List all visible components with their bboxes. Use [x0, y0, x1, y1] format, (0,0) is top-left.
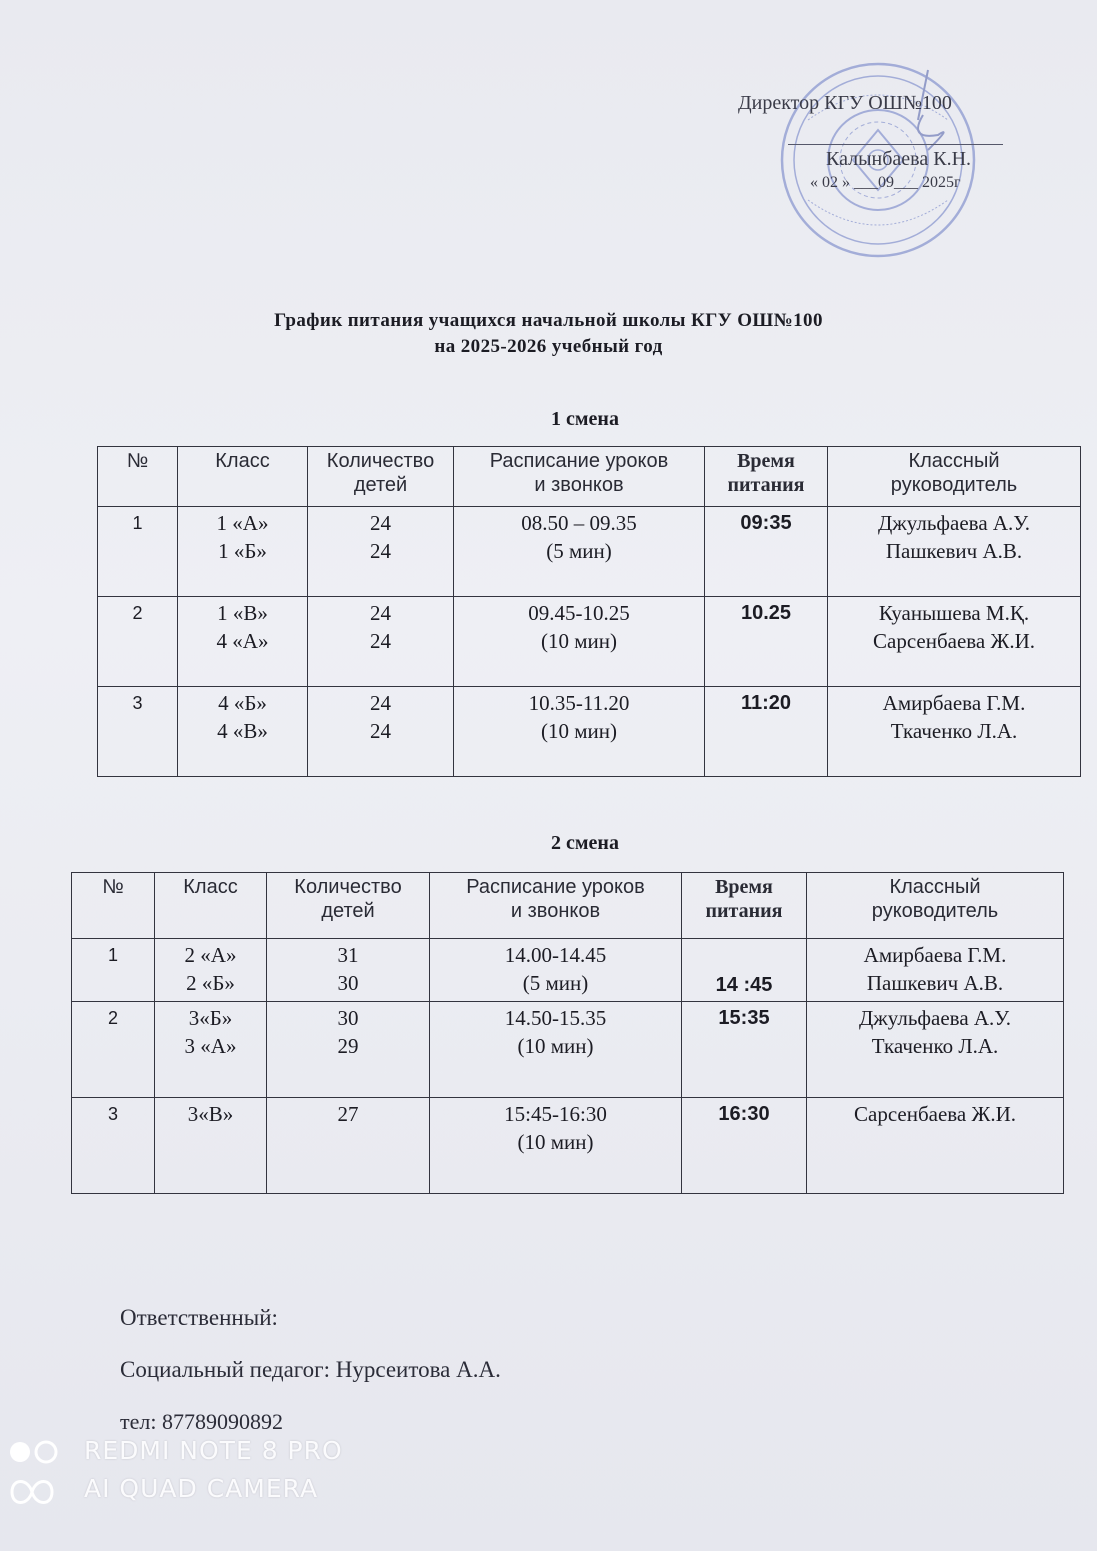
row-classes: 2 «А» 2 «Б» [155, 939, 267, 1002]
director-position: Директор КГУ ОШ№100 [738, 92, 952, 114]
row-counts: 24 24 [308, 507, 454, 597]
row-meal-time: 14 :45 [682, 939, 807, 1002]
row-meal-time: 09:35 [705, 507, 828, 597]
table-row [98, 687, 1081, 777]
row-counts: 24 24 [308, 597, 454, 687]
row-meal-time: 11:20 [705, 687, 828, 777]
shift-2-heading: 2 смена [551, 832, 619, 854]
row-schedule: 14.50-15.35 (10 мин) [430, 1002, 682, 1098]
row-counts: 24 24 [308, 687, 454, 777]
row-counts: 30 29 [267, 1002, 430, 1098]
row-number: 1 [72, 939, 155, 1002]
header-count: Количество детей [267, 873, 430, 939]
row-meal-time: 15:35 [682, 1002, 807, 1098]
header-teacher: Классный руководитель [828, 447, 1081, 507]
table-row [72, 1098, 1064, 1194]
header-meal-time: Время питания [705, 447, 828, 507]
row-teachers: Сарсенбаева Ж.И. [807, 1098, 1064, 1194]
header-number: № [98, 447, 178, 507]
row-schedule: 08.50 – 09.35 (5 мин) [454, 507, 705, 597]
row-schedule: 09.45-10.25 (10 мин) [454, 597, 705, 687]
table-row [98, 507, 1081, 597]
camera-lens-icon [8, 1438, 78, 1512]
shift-1-table [97, 446, 1081, 777]
document-title: График питания учащихся начальной школы КГУ ОШ№100 [274, 310, 823, 331]
header-meal-time: Время питания [682, 873, 807, 939]
row-schedule: 14.00-14.45 (5 мин) [430, 939, 682, 1002]
header-class: Класс [178, 447, 308, 507]
responsible-label: Ответственный: [120, 1305, 278, 1330]
document-subtitle: на 2025-2026 учебный год [434, 336, 663, 357]
table-header-row [72, 873, 1064, 939]
shift-1-heading: 1 смена [551, 408, 619, 430]
row-classes: 4 «Б» 4 «В» [178, 687, 308, 777]
header-number: № [72, 873, 155, 939]
watermark-device: REDMI NOTE 8 PRO [84, 1436, 343, 1465]
row-teachers: Джульфаева А.У. Пашкевич А.В. [828, 507, 1081, 597]
header-schedule: Расписание уроков и звонков [454, 447, 705, 507]
signature-line [788, 144, 1003, 145]
row-classes: 3«Б» 3 «А» [155, 1002, 267, 1098]
header-teacher: Классный руководитель [807, 873, 1064, 939]
row-classes: 1 «А» 1 «Б» [178, 507, 308, 597]
row-counts: 31 30 [267, 939, 430, 1002]
phone-number: тел: 87789090892 [120, 1409, 283, 1434]
shift-2-table [71, 872, 1064, 1194]
row-schedule: 10.35-11.20 (10 мин) [454, 687, 705, 777]
row-number: 2 [98, 597, 178, 687]
header-class: Класс [155, 873, 267, 939]
row-number: 1 [98, 507, 178, 597]
row-teachers: Амирбаева Г.М. Пашкевич А.В. [807, 939, 1064, 1002]
row-counts: 27 [267, 1098, 430, 1194]
row-teachers: Джульфаева А.У. Ткаченко Л.А. [807, 1002, 1064, 1098]
header-count: Количество детей [308, 447, 454, 507]
watermark-camera: AI QUAD CAMERA [84, 1474, 319, 1503]
row-classes: 3«В» [155, 1098, 267, 1194]
camera-watermark [8, 1434, 368, 1514]
director-name: Калынбаева К.Н. [826, 148, 972, 170]
row-teachers: Куанышева М.Қ. Сарсенбаева Ж.И. [828, 597, 1081, 687]
row-meal-time: 10.25 [705, 597, 828, 687]
table-header-row [98, 447, 1081, 507]
row-number: 2 [72, 1002, 155, 1098]
row-number: 3 [72, 1098, 155, 1194]
table-row [72, 939, 1064, 1002]
row-teachers: Амирбаева Г.М. Ткаченко Л.А. [828, 687, 1081, 777]
header-schedule: Расписание уроков и звонков [430, 873, 682, 939]
row-number: 3 [98, 687, 178, 777]
approval-date: « 02 » ___09___ 2025г [810, 174, 961, 191]
row-meal-time: 16:30 [682, 1098, 807, 1194]
social-pedagogue: Социальный педагог: Нурсеитова А.А. [120, 1357, 501, 1382]
table-row [98, 597, 1081, 687]
row-classes: 1 «В» 4 «А» [178, 597, 308, 687]
row-schedule: 15:45-16:30 (10 мин) [430, 1098, 682, 1194]
table-row [72, 1002, 1064, 1098]
